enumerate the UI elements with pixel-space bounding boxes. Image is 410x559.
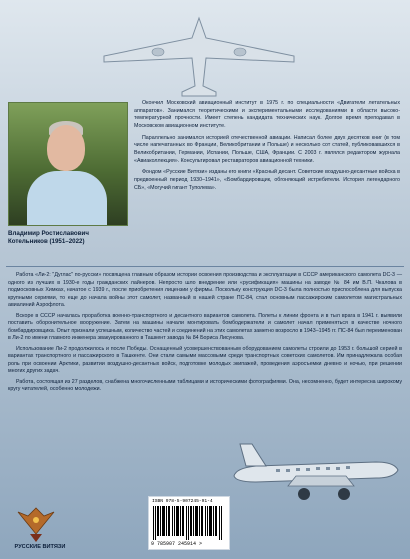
author-bio-paragraph: Параллельно занимался историей отечественной авиации. Написал более двух десятков книг (в том числе напечатанных во Франции, Великобритании и Польше) и несколько сот статей, публиковавшихся в Великобритании, Германии, Испании, Польше, США, Франции. С 2003 г. являлся редактором журнала «Авиаколлекция». Консультировал реставраторов авиационной техники. [134,134,400,164]
author-bio-paragraph: Окончил Московский авиационный институт в 1975 г. по специальности «Двигатели летательных аппаратов». Занимался теоретическими и экспериментальными исследованиями в области высоко-температурной прочности. Имеет степень кандидата технических наук. Долгое время преподавал в Московском авиационном институте. [134,100,400,130]
isbn-number: ISBN 978-5-907245-91-4 [152,499,213,504]
publisher-logo [8,504,64,554]
book-description [8,272,402,397]
book-description-paragraph: Работа «Ли-2: "Дуглас" по-русски» посвящена главным образом истории освоения производства и эксплуатации в СССР американского самолета DC-3 — одного из лучших в 1930-е годы гражданских лайнеров. Непросто шло внедрение или «русификация» машины на заводе № 84 им В.П. Чкалова в подмосковных Химках, начатое с 1939 г., после приобретения лицензии у фирмы. Поскольку конструкция DC-3 была полностью приспособлена для выпуска крупными сериями, то еще до начала войны этот самолет, названный в нашей стране ПС-84, стал основным пассажирским самолетом магистральных авиалиний Аэрофлота. [8,272,402,309]
author-name-line: Котельников (1951–2022) [8,238,85,246]
eagle-emblem-icon [8,504,64,544]
book-description-paragraph: Использование Ли-2 продолжилось и после Победы. Оснащенный усовершенствованным оборудованием самолеты строили до 1953 г. большой серией в вариантах транспортного и пассажирского в Ташкенте. Они стали самыми массовыми среди транспортных советских самолетов. Им принадлежала особая роль при освоении Арктики, развитии воздушно-десантных войск, подготовке молодых экипажей, проведения аэросъемки дневно и ночью, при решении многих других задач. [8,345,402,375]
section-divider [6,266,404,267]
author-name-line: Владимир Ростиславович [8,230,89,237]
plane-side-view-illustration [226,432,406,512]
book-description-paragraph: Работа, состоящая из 27 разделов, снабжена многочисленными таблицами и историческими фотографиями. Она, несомненно, будет интересна широкому кругу читателей, особенно молодежи. [8,378,402,393]
book-description-paragraph: Вскоре в СССР началась проработка военно-транспортного и десантного вариантов самолета. Полеты к линии фронта и в тыл врага в 1941 г. выявили поставить оборонительное вооружение. Затем на машины начали монтировать бомбодержатели и самолет начал применяться в качестве ночного бомбардировщика. Опыт признали успешным, количество частей и соединений на этих самолетах заметно возросло в 1943–1945 гг. ПС-84 был переименован в Ли-2 по имени главного инженера эвакуированного в Ташкент завода № 84 Бориса Лисунова. [8,312,402,342]
plane-top-view-illustration [94,8,304,98]
barcode-bars [153,506,225,540]
author-name [8,230,132,247]
author-bio [134,100,400,196]
publisher-name: РУССКИЕ ВИТЯЗИ [14,544,66,550]
isbn-barcode [148,496,230,550]
author-photo [8,102,128,226]
barcode-digits: 9 785907 245914 > [151,541,203,547]
author-bio-paragraph: Фондом «Русские Витязи» изданы его книги «Красный десант. Советские воздушно-десантные войска в предвоенный период 1930–1941», «Бомбардировщик, обгоняющий истребители. История легендарного СБ», «Могучий гигант Туполева». [134,169,400,191]
